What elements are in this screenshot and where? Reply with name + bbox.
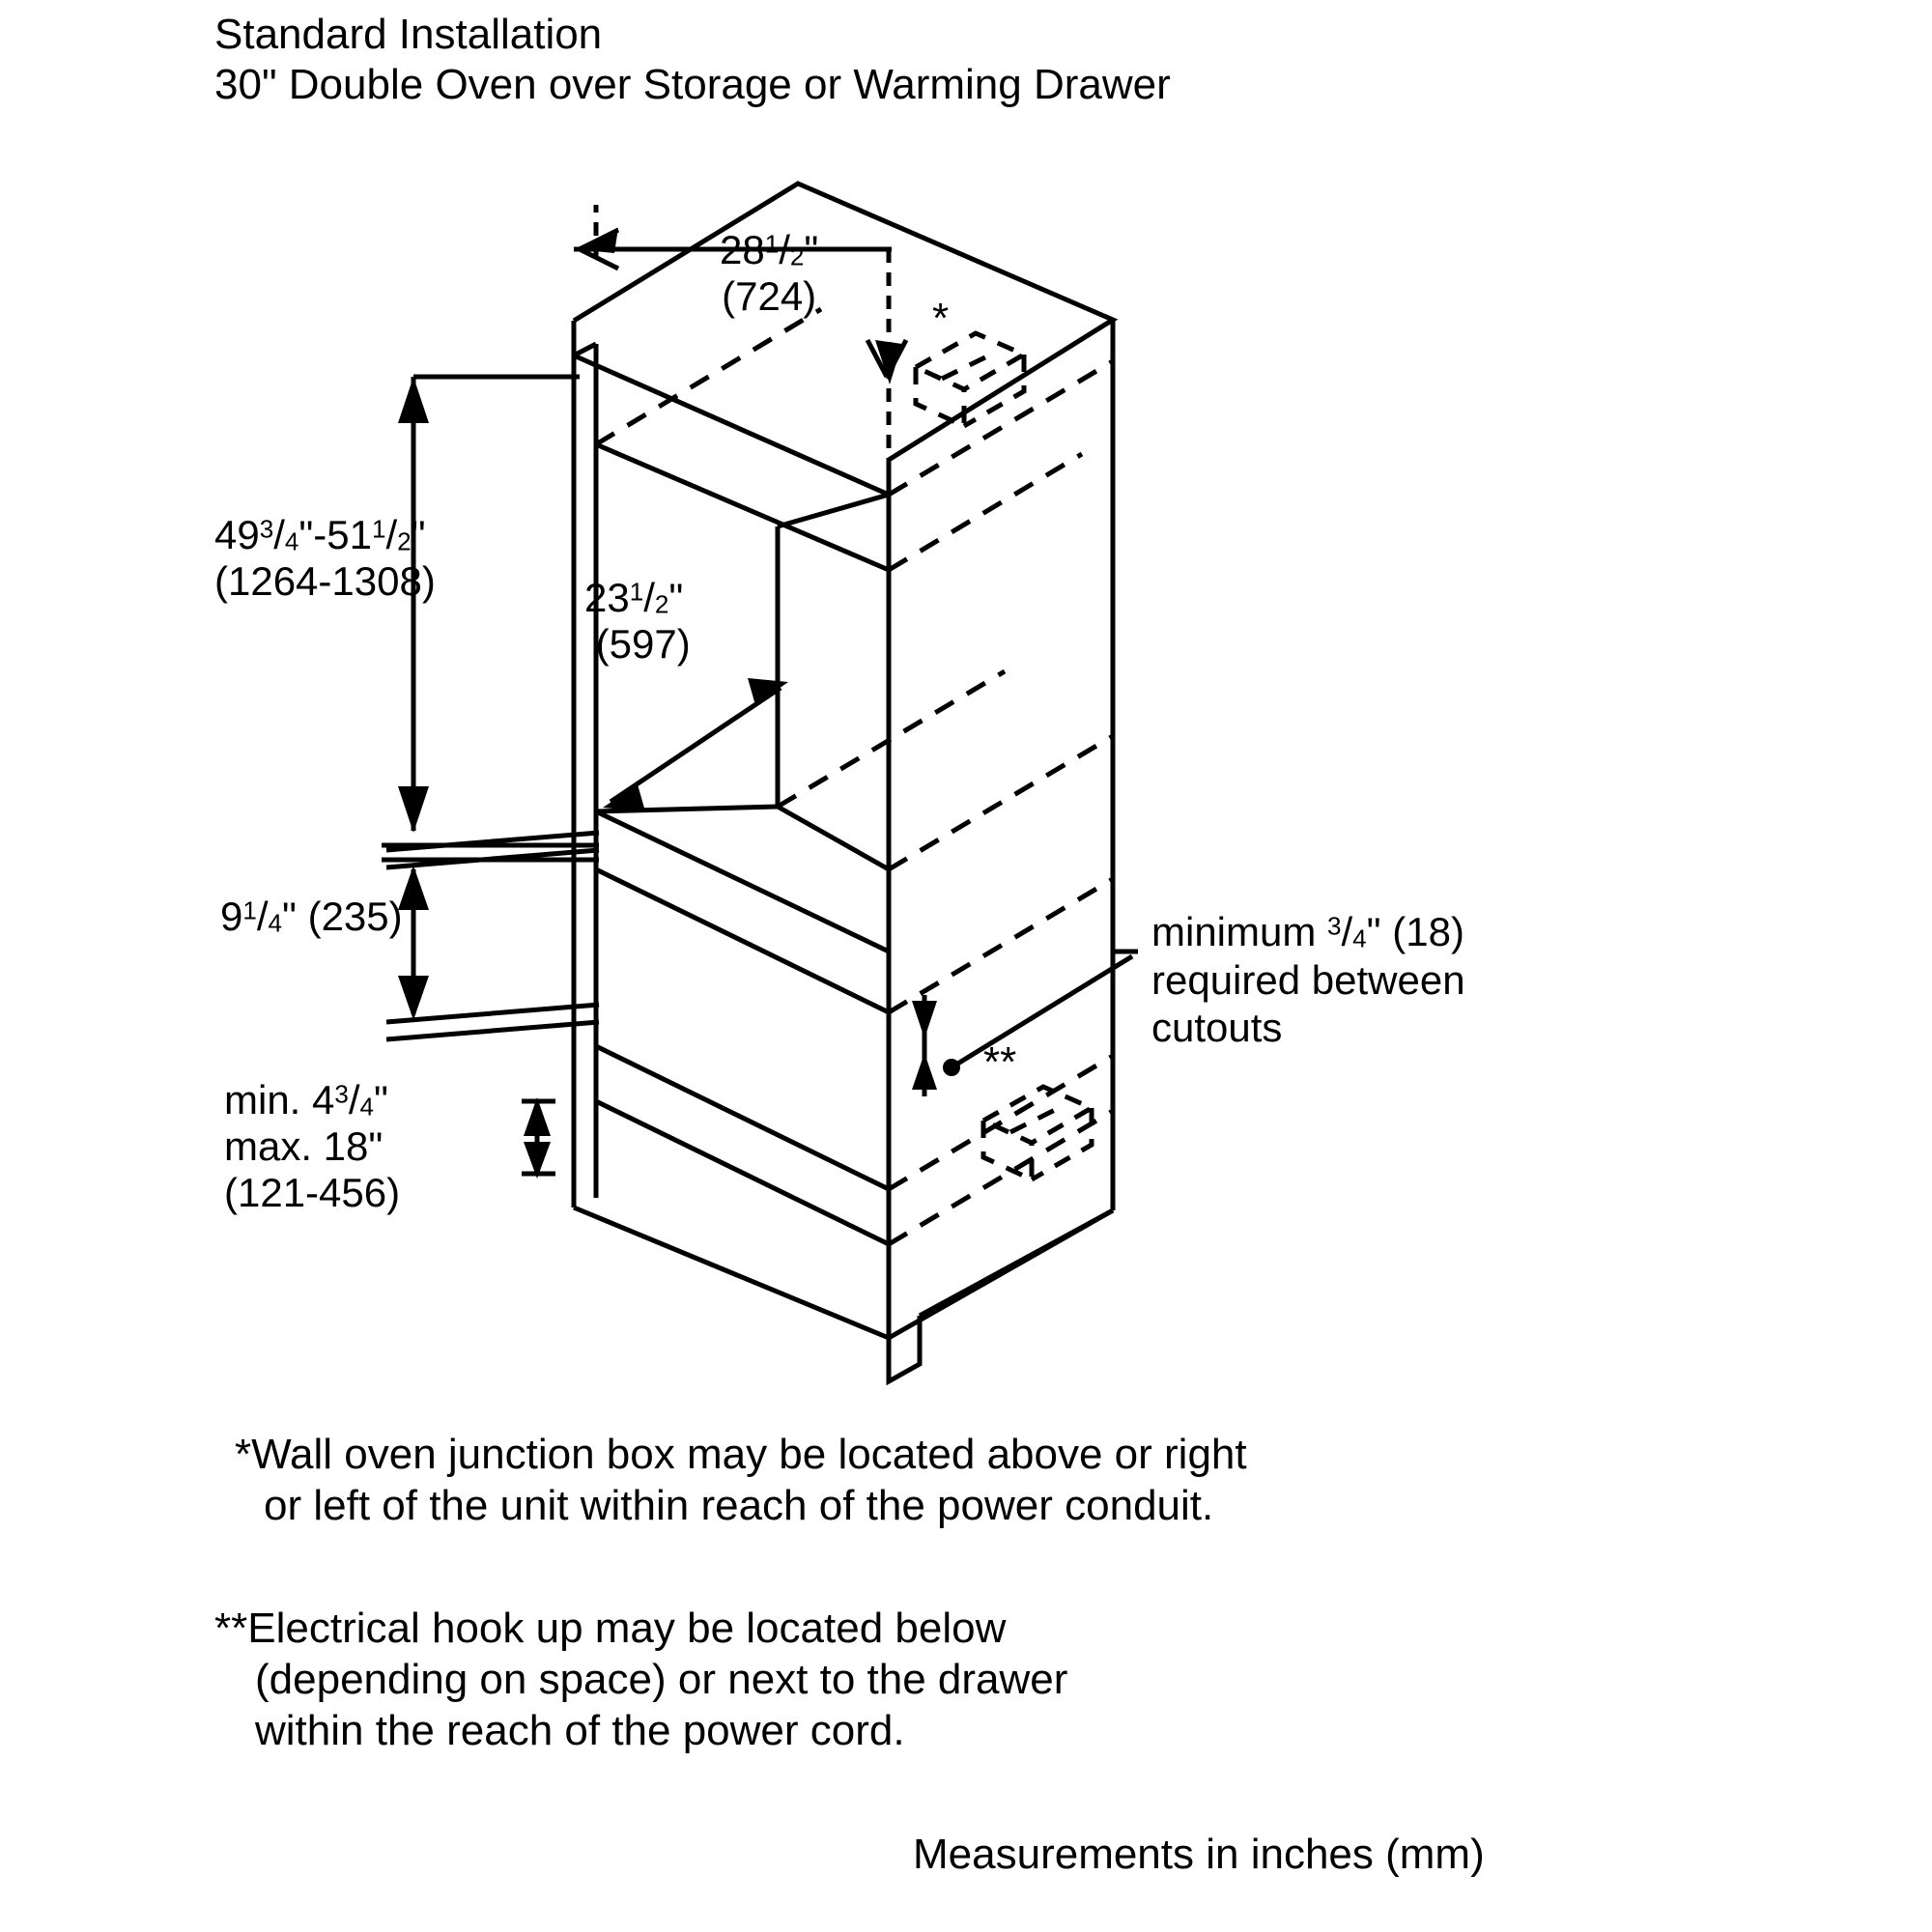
dim-label-drawer-height: $9^1/4$" (235) [220,894,403,939]
electrical-hookup-marker: ** [983,1038,1017,1086]
footnote-double-star [214,1604,1067,1756]
dim-label-oven-depth: $23^1/2$" (597) [584,575,691,667]
dim-label-width: $28^1/2$" (724) [720,227,819,319]
mid-shelf [596,807,889,1012]
dim-oven-depth [611,688,781,802]
cabinet-base-kick [889,1210,1113,1381]
junction-box-upper [916,333,1024,426]
measurement-units-note: Measurements in inches (mm) [913,1831,1485,1878]
cutout-left-jamb [574,355,596,1208]
break-lines [386,833,599,1039]
dim-between-cutouts [924,956,1132,1096]
footnote-1-line-2: or left of the unit within reach of the power conduit. [264,1481,1214,1529]
footnote-2-line-2: (depending on space) or next to the drawer [255,1655,1068,1703]
title-line-1: Standard Installation [214,11,603,58]
cabinet-top-face [574,184,1113,460]
cutout-upper-opening [574,321,889,570]
footnote-2-line-1: **Electrical hook up may be located below [214,1605,1007,1652]
title-line-2: 30" Double Oven over Storage or Warming Drawer [214,60,1171,108]
dim-label-between-cutouts: minimum $^3$/4" (18) required between cutouts [1151,909,1465,1051]
footnote-1-line-1: *Wall oven junction box may be located above or right [235,1431,1247,1478]
footnote-single-star [235,1430,1247,1532]
footnote-2-line-3: within the reach of the power cord. [255,1706,905,1754]
oven-cavity-back-edge [778,495,889,807]
dim-label-cutout-height: $49^3/4"-51^1/2$" (1264-1308) [214,512,436,604]
electrical-hookup-lower [983,1087,1092,1179]
hidden-depth-lines [596,309,1113,1244]
dim-label-toekick: min. $4^3/4$" max. 18" (121-456) [224,1077,401,1215]
dim-between-cutouts-arrows [912,1001,960,1090]
lower-shelf [596,1046,889,1244]
junction-box-marker: * [932,295,950,342]
